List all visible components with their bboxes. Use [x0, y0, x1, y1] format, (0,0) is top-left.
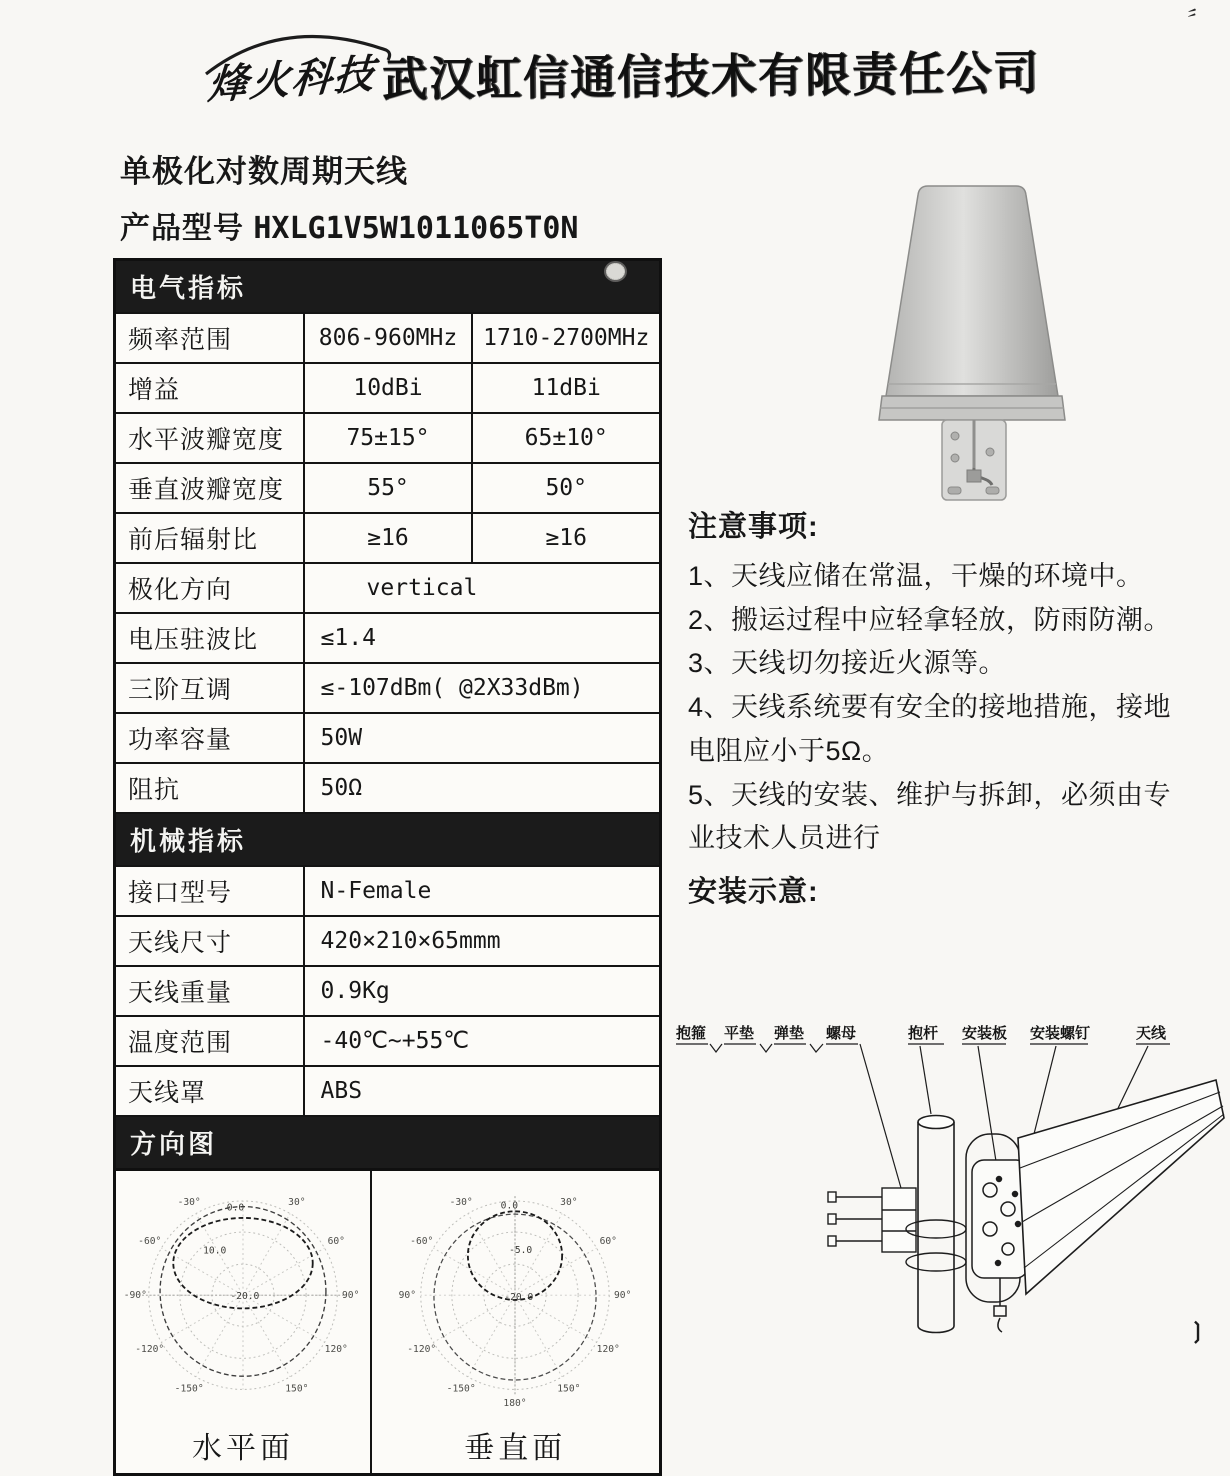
- product-model-code: HXLG1V5W1011065T0N: [253, 211, 579, 246]
- section-banner-row: [115, 1116, 661, 1170]
- polar-angle-label: 150°: [285, 1383, 309, 1395]
- spec-label: 电压驻波比: [115, 613, 304, 663]
- polar-angle-label: -30°: [449, 1196, 473, 1208]
- spec-value: 0.9Kg: [304, 966, 661, 1016]
- spec-table-container: [113, 258, 662, 1476]
- spec-label: 天线罩: [115, 1066, 304, 1116]
- install-label-antenna: 天线: [1136, 1025, 1167, 1042]
- polar-radial-label: -20.0: [504, 1291, 534, 1303]
- scan-artifact: 〞: [1182, 6, 1212, 39]
- table-row: [115, 866, 661, 916]
- polar-angle-label: 30°: [560, 1196, 578, 1208]
- spec-value: 50W: [304, 713, 661, 763]
- company-logo: 烽火科技: [206, 49, 378, 110]
- spec-value: 420×210×65mmm: [304, 916, 661, 966]
- polar-angle-label: 60°: [599, 1236, 618, 1248]
- spec-label: 增益: [115, 363, 304, 413]
- product-model-line: [120, 203, 578, 247]
- polar-angle-label: 90°: [398, 1290, 417, 1302]
- spec-label: 水平波瓣宽度: [115, 413, 304, 463]
- polar-angle-label: -90°: [123, 1290, 147, 1302]
- polar-radial-label: 0.0: [500, 1200, 519, 1212]
- polar-radial-label: -5.0: [509, 1244, 533, 1256]
- notes-section: [688, 504, 1196, 910]
- antenna-connector: [967, 470, 981, 482]
- table-row: [115, 363, 661, 413]
- spec-label: 阻抗: [115, 763, 304, 813]
- scan-smudge: [606, 263, 625, 280]
- polar-angle-label: 90°: [614, 1290, 632, 1302]
- product-model-label: 产品型号: [120, 212, 244, 245]
- polar-angle-label: -150°: [446, 1383, 476, 1395]
- spec-value: 10dBi: [304, 363, 473, 413]
- product-title: 单极化对数周期天线: [120, 154, 408, 189]
- spec-value: 50Ω: [304, 763, 661, 813]
- scan-artifact: ❳: [1188, 1318, 1207, 1343]
- table-row: [115, 313, 661, 363]
- table-row: [115, 763, 661, 813]
- polar-radial-label: -20.0: [230, 1290, 260, 1302]
- spec-value: 1710-2700MHz: [472, 313, 660, 363]
- pattern-section-header: [115, 1116, 661, 1170]
- electrical-header-label: 电气指标: [130, 273, 247, 303]
- note-item: 4、天线系统要有安全的接地措施，接地电阻应小于5Ω。: [688, 692, 1172, 766]
- polar-grid-spoke: [246, 1214, 290, 1290]
- spec-label: 天线尺寸: [115, 916, 304, 966]
- section-banner-row: [115, 813, 661, 866]
- spec-value: ≥16: [304, 513, 473, 563]
- table-row: [115, 513, 661, 563]
- spec-value: ABS: [304, 1066, 661, 1116]
- table-row: [115, 966, 661, 1016]
- spec-value: ≤-107dBm( @2X33dBm): [304, 663, 661, 713]
- note-item: 5、天线的安装、维护与拆卸，必须由专业技术人员进行: [688, 779, 1172, 854]
- table-row: [115, 663, 661, 713]
- polar-angle-label: -150°: [174, 1383, 204, 1395]
- polar-angle-label: 30°: [288, 1196, 306, 1208]
- install-label-mount-screw: 安装螺钉: [1030, 1025, 1091, 1042]
- install-label-spring-washer: 弹垫: [774, 1025, 805, 1042]
- spec-label: 极化方向: [115, 563, 304, 613]
- spec-label: 接口型号: [115, 866, 304, 916]
- install-label-nut: 螺母: [826, 1025, 857, 1042]
- note-item: 1、天线应储在常温，干燥的环境中。: [688, 561, 1144, 591]
- spec-label: 垂直波瓣宽度: [115, 463, 304, 513]
- notes-title: 注意事项:: [688, 511, 819, 543]
- spec-label: 天线重量: [115, 966, 304, 1016]
- pattern-caption: 垂直面: [464, 1432, 567, 1465]
- spec-value: 65±10°: [472, 413, 660, 463]
- install-label-pole: 抱杆: [908, 1025, 939, 1042]
- spec-value: vertical: [304, 563, 661, 613]
- installation-diagram: [668, 1022, 1228, 1340]
- pattern-caption: 水平面: [192, 1432, 294, 1465]
- note-item: 3、天线切勿接近火源等。: [688, 648, 1007, 679]
- spec-label: 频率范围: [115, 313, 304, 363]
- spec-label: 三阶互调: [115, 663, 304, 713]
- pattern-diagrams: [113, 1171, 662, 1476]
- polar-angle-label: -60°: [410, 1236, 434, 1248]
- polar-angle-label: 120°: [596, 1343, 621, 1355]
- spec-value: 11dBi: [472, 363, 660, 413]
- install-label-clamp: 抱箍: [676, 1025, 707, 1042]
- table-row: [115, 563, 661, 613]
- install-label-flat-washer: 平垫: [724, 1025, 755, 1042]
- polar-grid-spoke: [249, 1248, 325, 1292]
- spec-label: 温度范围: [115, 1016, 304, 1066]
- polar-grid-spoke: [519, 1301, 563, 1377]
- spec-label: 功率容量: [115, 713, 304, 763]
- pattern-header-label: 方向图: [130, 1129, 218, 1159]
- polar-angle-label: 150°: [557, 1383, 581, 1395]
- table-row: [115, 613, 661, 663]
- polar-angle-label: 60°: [327, 1236, 345, 1248]
- polar-radial-label: 0.0: [226, 1202, 245, 1214]
- table-row: [115, 1016, 661, 1066]
- horizontal-pattern-cell: [116, 1171, 372, 1473]
- vertical-pattern-plot: [390, 1177, 640, 1423]
- vertical-pattern-cell: [372, 1171, 659, 1473]
- table-row: [115, 713, 661, 763]
- install-label-mount-plate: 安装板: [962, 1025, 1008, 1042]
- antenna-radome: [886, 186, 1058, 396]
- note-item: 2、搬运过程中应轻拿轻放，防雨防潮。: [688, 604, 1172, 635]
- polar-angle-label: 120°: [324, 1343, 348, 1355]
- company-name: 武汉虹信通信技术有限责任公司: [381, 46, 1041, 107]
- polar-angle-label: 180°: [503, 1397, 527, 1409]
- section-banner-row: [115, 260, 661, 314]
- spec-value: 75±15°: [304, 413, 473, 463]
- polar-angle-label: -120°: [135, 1343, 165, 1355]
- polar-angle-label: -60°: [138, 1236, 162, 1248]
- table-row: [115, 413, 661, 463]
- spec-value: ≤1.4: [304, 613, 661, 663]
- spec-value: 55°: [304, 463, 473, 513]
- electrical-section-header: [115, 260, 661, 314]
- table-row: [115, 916, 661, 966]
- mechanical-section-header: [115, 813, 661, 866]
- spec-value: -40℃~+55℃: [304, 1016, 661, 1066]
- table-row: [115, 1066, 661, 1116]
- table-row: [115, 463, 661, 513]
- spec-value: ≥16: [472, 513, 660, 563]
- polar-grid-spoke: [468, 1301, 512, 1377]
- polar-radial-label: 10.0: [203, 1245, 227, 1257]
- spec-value: N-Female: [304, 866, 661, 916]
- antenna-product-photo: [822, 172, 1122, 507]
- spec-label: 前后辐射比: [115, 513, 304, 563]
- polar-angle-label: 90°: [342, 1290, 360, 1302]
- spec-table: [113, 258, 662, 1171]
- spec-value: 50°: [472, 463, 660, 513]
- horizontal-pattern-plot: [118, 1177, 368, 1423]
- polar-grid-spoke: [434, 1298, 510, 1342]
- polar-grid-spoke: [521, 1298, 597, 1342]
- polar-angle-label: -120°: [407, 1343, 437, 1355]
- polar-angle-label: -30°: [177, 1196, 201, 1208]
- spec-value: 806-960MHz: [304, 313, 473, 363]
- mechanical-header-label: 机械指标: [130, 826, 247, 856]
- install-title: 安装示意:: [688, 876, 819, 909]
